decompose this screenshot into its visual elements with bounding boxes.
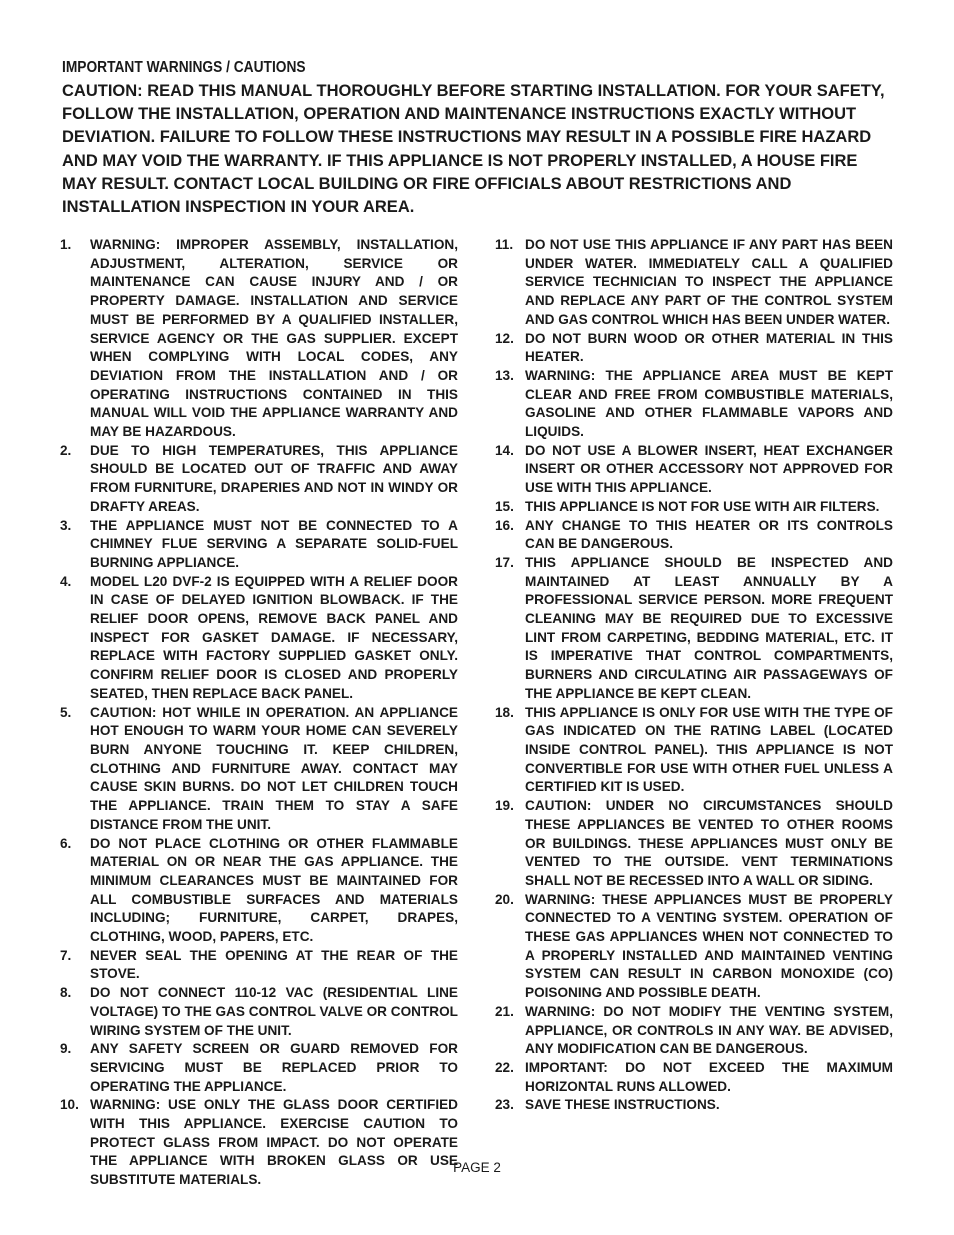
list-item xyxy=(495,517,893,554)
item-text: DO NOT BURN WOOD OR OTHER MATERIAL IN THIS HEATER. xyxy=(525,330,893,365)
right-column xyxy=(495,236,893,1115)
item-text: DO NOT CONNECT 110-12 VAC (RESIDENTIAL LINE VOLTAGE) TO THE GAS CONTROL VALVE OR CONTROL WIRING SYSTEM OF THE UNIT. xyxy=(90,985,458,1038)
list-item xyxy=(60,835,458,947)
list-item xyxy=(495,236,893,330)
list-item xyxy=(60,442,458,517)
item-text: WARNING: THE APPLIANCE AREA MUST BE KEPT CLEAR AND FREE FROM COMBUSTIBLE MATERIALS, GASOLINE AND OTHER FLAMMABLE VAPORS AND LIQUIDS. xyxy=(525,367,893,440)
item-text: THE APPLIANCE MUST NOT BE CONNECTED TO A CHIMNEY FLUE SERVING A SEPARATE SOLID-FUEL BURNING APPLIANCE. xyxy=(90,517,458,570)
item-text: ANY CHANGE TO THIS HEATER OR ITS CONTROLS CAN BE DANGEROUS. xyxy=(525,517,893,552)
item-number: 23. xyxy=(495,1097,514,1113)
item-number: 10. xyxy=(60,1097,79,1113)
list-item xyxy=(495,442,893,498)
item-text: SAVE THESE INSTRUCTIONS. xyxy=(525,1097,720,1113)
list-item xyxy=(60,1096,458,1190)
list-item xyxy=(60,236,458,442)
item-number: 13. xyxy=(495,367,514,383)
item-text: THIS APPLIANCE IS NOT FOR USE WITH AIR FILTERS. xyxy=(525,498,880,514)
item-text: IMPORTANT: DO NOT EXCEED THE MAXIMUM HORIZONTAL RUNS ALLOWED. xyxy=(525,1059,893,1094)
list-item xyxy=(495,891,893,1003)
list-item xyxy=(60,573,458,704)
item-number: 11. xyxy=(495,237,514,252)
item-text: MODEL L20 DVF-2 IS EQUIPPED WITH A RELIEF DOOR IN CASE OF DELAYED IGNITION BLOWBACK. IF THE RELIEF DOOR OPENS, REMOVE BACK PANEL AND INSPECT FOR GASKET DAMAGE. IF NECESSARY, REPLACE WITH FACTORY SUPPLIED GASKET ONLY. CONFIRM RELIEF DOOR IS CLOSED AND PROPERLY SEATED, THEN REPLACE BACK PANEL. xyxy=(90,573,458,701)
list-item xyxy=(60,704,458,835)
item-text: THIS APPLIANCE SHOULD BE INSPECTED AND MAINTAINED AT LEAST ANNUALLY BY A PROFESSIONAL SERVICE PERSON. MORE FREQUENT CLEANING MAY BE REQUIRED DUE TO EXCESSIVE LINT FROM CARPETING, BEDDING MATERIAL, ETC. IT IS IMPERATIVE THAT CONTROL COMPARTMENTS, BURNERS AND CIRCULATING AIR PASSAGEWAYS OF THE APPLIANCE BE KEPT CLEAN. xyxy=(525,554,893,701)
item-number: 4. xyxy=(60,573,72,589)
item-text: DO NOT USE THIS APPLIANCE IF ANY PART HAS BEEN UNDER WATER. IMMEDIATELY CALL A QUALIFIED SERVICE TECHNICIAN TO INSPECT THE APPLIANCE AND REPLACE ANY PART OF THE CONTROL SYSTEM AND GAS CONTROL WHICH HAS BEEN UNDER WATER. xyxy=(525,237,893,327)
list-item xyxy=(495,704,893,798)
list-item xyxy=(495,330,893,367)
item-text: DO NOT USE A BLOWER INSERT, HEAT EXCHANGER INSERT OR OTHER ACCESSORY NOT APPROVED FOR USE WITH THIS APPLIANCE. xyxy=(525,442,893,496)
item-text: WARNING: USE ONLY THE GLASS DOOR CERTIFIED WITH THIS APPLIANCE. EXERCISE CAUTION TO PROTECT GLASS FROM IMPACT. DO NOT OPERATE THE APPLIANCE WITH BROKEN GLASS OR USE SUBSTITUTE MATERIALS. xyxy=(90,1097,458,1188)
left-column xyxy=(60,236,458,1190)
item-number: 17. xyxy=(495,554,514,570)
list-item xyxy=(60,517,458,573)
item-number: 16. xyxy=(495,517,514,533)
page-title: IMPORTANT WARNINGS / CAUTIONS xyxy=(62,59,306,76)
item-number: 2. xyxy=(60,442,72,458)
item-text: CAUTION: UNDER NO CIRCUMSTANCES SHOULD THESE APPLIANCES BE VENTED TO OTHER ROOMS OR BUILDINGS. THESE APPLIANCES MUST ONLY BE VENTED TO THE OUTSIDE. VENT TERMINATIONS SHALL NOT BE RECESSED INTO A WALL OR SIDING. xyxy=(525,798,893,888)
list-item xyxy=(495,1003,893,1059)
item-number: 8. xyxy=(60,985,72,1001)
item-text: WARNING: THESE APPLIANCES MUST BE PROPERLY CONNECTED TO A VENTING SYSTEM. OPERATION OF THESE GAS APPLIANCES WHEN NOT CONNECTED TO A PROPERLY INSTALLED AND MAINTAINED VENTING SYSTEM CAN RESULT IN CARBON MONOXIDE (CO) POISONING AND POSSIBLE DEATH. xyxy=(525,891,893,1001)
item-text: DO NOT PLACE CLOTHING OR OTHER FLAMMABLE MATERIAL ON OR NEAR THE GAS APPLIANCE. THE MINIMUM CLEARANCES MUST BE MAINTAINED FOR ALL COMBUSTIBLE SURFACES AND MATERIALS INCLUDING; FURNITURE, CARPET, DRAPES, CLOTHING, WOOD, PAPERS, ETC. xyxy=(90,835,458,945)
item-text: DUE TO HIGH TEMPERATURES, THIS APPLIANCE SHOULD BE LOCATED OUT OF TRAFFIC AND AWAY FROM FURNITURE, DRAPERIES AND NOT IN WINDY OR DRAFTY AREAS. xyxy=(90,442,458,514)
item-number: 21. xyxy=(495,1003,514,1019)
list-item xyxy=(495,1096,893,1115)
list-item xyxy=(495,1059,893,1096)
item-text: WARNING: IMPROPER ASSEMBLY, INSTALLATION, ADJUSTMENT, ALTERATION, SERVICE OR MAINTENANCE CAN CAUSE INJURY AND / OR PROPERTY DAMAGE. INSTALLATION AND SERVICE MUST BE PERFORMED BY A QUALIFIED INSTALLER, SERVICE AGENCY OR THE GAS SUPPLIER. EXCEPT WHEN COMPLYING WITH LOCAL CODES, ANY DEVIATION FROM THE INSTALLATION AND / OR OPERATING INSTRUCTIONS CONTAINED IN THIS MANUAL WILL VOID THE APPLIANCE WARRANTY AND MAY BE HAZARDOUS. xyxy=(90,237,458,440)
item-text: ANY SAFETY SCREEN OR GUARD REMOVED FOR SERVICING MUST BE REPLACED PRIOR TO OPERATING THE APPLIANCE. xyxy=(90,1041,458,1094)
item-text: CAUTION: HOT WHILE IN OPERATION. AN APPLIANCE HOT ENOUGH TO WARM YOUR HOME CAN SEVERELY BURN ANYONE TOUCHING IT. KEEP CHILDREN, CLOTHING AND FURNITURE AWAY. CONTACT MAY CAUSE SKIN BURNS. DO NOT LET CHILDREN TOUCH THE APPLIANCE. TRAIN THEM TO STAY A SAFE DISTANCE FROM THE UNIT. xyxy=(90,704,458,832)
item-number: 18. xyxy=(495,704,514,720)
list-item xyxy=(495,498,893,517)
warnings-header xyxy=(62,57,892,219)
list-item xyxy=(495,797,893,891)
item-number: 14. xyxy=(495,442,514,458)
list-item xyxy=(495,554,893,704)
item-text: NEVER SEAL THE OPENING AT THE REAR OF THE STOVE. xyxy=(90,947,458,982)
item-number: 12. xyxy=(495,330,514,346)
list-item xyxy=(60,1040,458,1096)
item-text: WARNING: DO NOT MODIFY THE VENTING SYSTEM, APPLIANCE, OR CONTROLS IN ANY WAY. BE ADVISED, ANY MODIFICATION CAN BE DANGEROUS. xyxy=(525,1003,893,1057)
item-number: 6. xyxy=(60,835,72,851)
list-item xyxy=(495,367,893,442)
item-text: THIS APPLIANCE IS ONLY FOR USE WITH THE TYPE OF GAS INDICATED ON THE RATING LABEL (LOCATED INSIDE CONTROL PANEL). THIS APPLIANCE IS NOT CONVERTIBLE FOR USE WITH OTHER FUEL UNLESS A CERTIFIED KIT IS USED. xyxy=(525,704,893,795)
item-number: 22. xyxy=(495,1059,514,1075)
caution-paragraph: CAUTION: READ THIS MANUAL THOROUGHLY BEFORE STARTING INSTALLATION. FOR YOUR SAFETY, FOLLOW THE INSTALLATION, OPERATION AND MAINTENANCE INSTRUCTIONS EXACTLY WITHOUT DEVIATION. FAILURE TO FOLLOW THESE INSTRUCTIONS MAY RESULT IN A POSSIBLE FIRE HAZARD AND MAY VOID THE WARRANTY. IF THIS APPLIANCE IS NOT PROPERLY INSTALLED, A HOUSE FIRE MAY RESULT. CONTACT LOCAL BUILDING OR FIRE OFFICIALS ABOUT RESTRICTIONS AND INSTALLATION INSPECTION IN YOUR AREA. xyxy=(62,82,885,217)
item-number: 15. xyxy=(495,498,514,514)
item-number: 20. xyxy=(495,891,514,907)
item-number: 3. xyxy=(60,517,72,533)
list-item xyxy=(60,984,458,1040)
item-number: 19. xyxy=(495,798,514,814)
page-number: PAGE 2 xyxy=(453,1160,501,1175)
item-number: 7. xyxy=(60,947,72,963)
list-item xyxy=(60,947,458,984)
item-number: 5. xyxy=(60,704,72,720)
item-number: 1. xyxy=(60,237,72,252)
item-number: 9. xyxy=(60,1041,72,1057)
